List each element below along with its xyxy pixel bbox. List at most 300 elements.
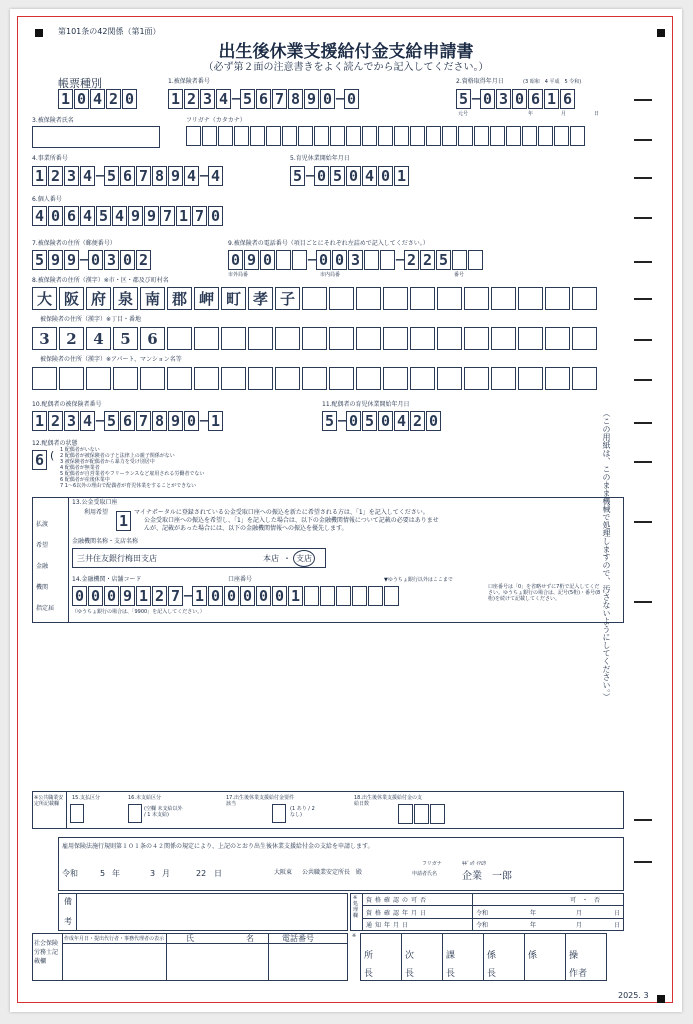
decl-year: 5: [100, 869, 106, 878]
char-cell[interactable]: 1: [58, 89, 73, 109]
proc-hline-1: [362, 905, 624, 906]
kana-label: フリガナ（カタカナ）: [186, 117, 246, 124]
char-cell[interactable]: [506, 126, 521, 146]
char-cell[interactable]: [364, 250, 379, 270]
char-cell[interactable]: 5: [104, 166, 119, 186]
char-cell[interactable]: [248, 367, 273, 390]
char-cell[interactable]: [554, 126, 569, 146]
char-cell[interactable]: 2: [420, 250, 435, 270]
char-cell[interactable]: [302, 367, 327, 390]
approval-cell[interactable]: [483, 933, 525, 981]
char-cell[interactable]: 9: [64, 250, 79, 270]
sharoushi-c2: 氏: [186, 934, 194, 943]
char-cell[interactable]: [572, 367, 597, 390]
char-cell[interactable]: 1: [192, 586, 207, 606]
char-cell[interactable]: 5: [96, 206, 111, 226]
char-cell[interactable]: [442, 126, 457, 146]
approval-cell[interactable]: [401, 933, 443, 981]
decl-month-unit: 月: [162, 869, 170, 878]
bank-code-input[interactable]: 0 0 0 9 1 2 7 − 1 0 0 0 0 0 1: [72, 586, 400, 606]
acq-date-input[interactable]: 5 − 0 3 0 6 1 6: [456, 89, 576, 109]
char-cell[interactable]: [314, 126, 329, 146]
char-cell[interactable]: [276, 250, 291, 270]
char-cell[interactable]: 1: [32, 411, 47, 431]
char-cell[interactable]: [491, 367, 516, 390]
decl-day: 22: [196, 869, 207, 878]
char-cell[interactable]: [304, 586, 319, 606]
char-cell[interactable]: [383, 367, 408, 390]
char-cell[interactable]: [570, 126, 585, 146]
char-cell[interactable]: 0: [208, 206, 223, 226]
char-cell[interactable]: 9: [120, 586, 135, 606]
char-cell[interactable]: [538, 126, 553, 146]
char-cell[interactable]: [518, 367, 543, 390]
char-cell[interactable]: [362, 126, 377, 146]
shr-hline: [62, 943, 348, 944]
decl-office: 大阪東: [274, 869, 293, 876]
bank-note-1: マイナポータルに登録されている公金受取口座への振込を新たに希望される方は、「1」を記入してください。: [134, 509, 429, 516]
spouse-status-label: 12.配偶者の状態: [32, 440, 78, 447]
char-cell[interactable]: [378, 126, 393, 146]
char-cell[interactable]: 0: [208, 586, 223, 606]
char-cell[interactable]: 7: [168, 586, 183, 606]
char-cell[interactable]: [410, 367, 435, 390]
char-cell[interactable]: [410, 327, 435, 350]
account-note: 口座番号は「0」を省略せずに7桁で記入してください。ゆうちょ銀行の場合は、記号(5桁)・番号(8桁)を続けて記載してください。: [488, 584, 601, 602]
char-cell[interactable]: [414, 804, 429, 824]
char-cell[interactable]: [518, 327, 543, 350]
char-cell[interactable]: 大: [32, 287, 57, 310]
spouse-no-input[interactable]: 1 2 3 4 − 5 6 7 8 9 0 − 1: [32, 411, 224, 431]
addr2-input[interactable]: [32, 327, 599, 350]
char-cell[interactable]: 7: [272, 89, 287, 109]
char-cell[interactable]: [383, 287, 408, 310]
char-cell[interactable]: [167, 327, 192, 350]
bank-side-label: 指定届: [36, 605, 55, 612]
char-cell[interactable]: 4: [80, 166, 95, 186]
char-cell[interactable]: 3: [496, 89, 511, 109]
leave-start-input[interactable]: 5 − 0 5 0 4 0 1: [290, 166, 410, 186]
char-cell[interactable]: [336, 586, 351, 606]
char-cell[interactable]: 町: [221, 287, 246, 310]
char-cell[interactable]: [410, 126, 425, 146]
char-cell[interactable]: 2: [404, 250, 419, 270]
timing-mark: [634, 422, 652, 424]
char-cell[interactable]: 7: [160, 206, 175, 226]
char-cell[interactable]: 3: [64, 411, 79, 431]
char-cell[interactable]: 0: [184, 411, 199, 431]
char-cell[interactable]: 0: [426, 411, 441, 431]
char-cell[interactable]: 3: [104, 250, 119, 270]
char-cell[interactable]: 5: [362, 411, 377, 431]
char-cell[interactable]: 6: [256, 89, 271, 109]
char-cell[interactable]: [458, 126, 473, 146]
spouse-no-label: 10.配偶者の被保険者番号: [32, 401, 102, 408]
char-cell[interactable]: 4: [216, 89, 231, 109]
char-cell[interactable]: 6: [64, 206, 79, 226]
char-cell[interactable]: 泉: [113, 287, 138, 310]
char-cell[interactable]: [86, 367, 111, 390]
bank-section-label: 13.公金受取口座: [72, 499, 118, 506]
applicant-kana-label: フリガナ: [422, 861, 442, 867]
char-cell[interactable]: [368, 586, 383, 606]
char-cell[interactable]: [545, 287, 570, 310]
sharoushi-c3: 名: [246, 934, 254, 943]
kana-input[interactable]: [186, 126, 586, 146]
char-cell[interactable]: 9: [128, 206, 143, 226]
phone-caption-c: 番号: [454, 272, 465, 278]
timing-mark: [634, 861, 652, 863]
char-cell[interactable]: [452, 250, 467, 270]
char-cell[interactable]: [194, 367, 219, 390]
char-cell[interactable]: [384, 586, 399, 606]
f18-input[interactable]: [398, 804, 446, 824]
char-cell[interactable]: [218, 126, 233, 146]
approval-cell[interactable]: [442, 933, 484, 981]
char-cell[interactable]: [474, 126, 489, 146]
bank-code-note: （ゆうちょ銀行の場合は、「9900」を記入してください。）: [72, 609, 205, 615]
char-cell[interactable]: 4: [112, 206, 127, 226]
char-cell[interactable]: [202, 126, 217, 146]
char-cell[interactable]: 8: [152, 411, 167, 431]
char-cell[interactable]: 9: [168, 411, 183, 431]
approval-cell-bottom: 長: [364, 969, 374, 979]
char-cell[interactable]: 5: [32, 250, 47, 270]
spouse-status-input[interactable]: 6: [32, 450, 47, 470]
char-cell[interactable]: [572, 287, 597, 310]
char-cell[interactable]: 4: [90, 89, 105, 109]
char-cell[interactable]: [266, 126, 281, 146]
char-cell[interactable]: [329, 367, 354, 390]
char-cell[interactable]: 2: [106, 89, 121, 109]
char-cell[interactable]: [330, 126, 345, 146]
char-cell[interactable]: 1: [544, 89, 559, 109]
remarks-label-b: 考: [64, 917, 72, 926]
personal-no-input[interactable]: [32, 206, 224, 226]
bank-name-input[interactable]: [72, 548, 326, 568]
corner-marker-br: [657, 995, 665, 1003]
caption-month: 月: [561, 111, 567, 117]
char-cell[interactable]: [437, 287, 462, 310]
char-cell[interactable]: [329, 287, 354, 310]
char-cell[interactable]: [545, 367, 570, 390]
char-cell[interactable]: [426, 126, 441, 146]
char-cell[interactable]: 0: [120, 250, 135, 270]
approval-cell[interactable]: [565, 933, 607, 981]
char-cell[interactable]: 9: [244, 250, 259, 270]
char-cell[interactable]: 岬: [194, 287, 219, 310]
char-cell[interactable]: 7: [136, 166, 151, 186]
form-type-boxes[interactable]: [58, 89, 138, 109]
char-cell[interactable]: 0: [272, 586, 287, 606]
addr1-input[interactable]: [32, 287, 599, 310]
char-cell[interactable]: [356, 367, 381, 390]
char-cell[interactable]: 0: [480, 89, 495, 109]
proc-divider-1: [362, 893, 363, 931]
char-cell[interactable]: 4: [80, 411, 95, 431]
char-cell[interactable]: 0: [240, 586, 255, 606]
era-hint: (3 昭和 4 平成 5 令和): [523, 79, 582, 85]
char-cell[interactable]: 0: [320, 89, 335, 109]
approval-cell-top: 係: [487, 951, 497, 961]
char-cell[interactable]: 4: [394, 411, 409, 431]
char-cell[interactable]: [356, 287, 381, 310]
decl-day-unit: 日: [214, 869, 222, 878]
approval-cell-bottom: 作者: [569, 969, 588, 979]
char-cell[interactable]: 4: [362, 166, 377, 186]
char-cell[interactable]: 2: [59, 327, 84, 350]
acq-date-label: 2.資格取得年月日: [456, 78, 504, 85]
approval-cell-top: 所: [364, 951, 374, 961]
char-cell[interactable]: 6: [120, 166, 135, 186]
char-cell[interactable]: 9: [48, 250, 63, 270]
char-cell[interactable]: 0: [88, 250, 103, 270]
char-cell[interactable]: 6: [560, 89, 575, 109]
char-cell[interactable]: 3: [32, 327, 57, 350]
char-cell[interactable]: [352, 586, 367, 606]
char-cell[interactable]: 1: [208, 411, 223, 431]
char-cell[interactable]: [356, 327, 381, 350]
timing-mark: [634, 99, 652, 101]
char-cell[interactable]: [248, 327, 273, 350]
char-cell[interactable]: [518, 287, 543, 310]
char-cell[interactable]: [275, 367, 300, 390]
approval-cell-top: 操: [569, 951, 579, 961]
remarks-box[interactable]: [58, 893, 348, 931]
proc-r1: 資格確認の可否: [366, 897, 430, 904]
char-cell[interactable]: 0: [378, 411, 393, 431]
char-cell[interactable]: 0: [344, 89, 359, 109]
char-cell[interactable]: [140, 367, 165, 390]
char-cell[interactable]: 1: [288, 586, 303, 606]
char-cell[interactable]: 9: [144, 206, 159, 226]
bank-side-label: 希望: [36, 542, 49, 549]
char-cell[interactable]: 3: [64, 166, 79, 186]
char-cell[interactable]: [491, 287, 516, 310]
char-cell[interactable]: [298, 126, 313, 146]
char-cell[interactable]: 1: [136, 586, 151, 606]
char-cell[interactable]: 6: [120, 411, 135, 431]
f15-input[interactable]: [70, 804, 84, 823]
char-cell[interactable]: 0: [332, 250, 347, 270]
timing-mark: [634, 601, 652, 603]
char-cell[interactable]: 8: [152, 166, 167, 186]
char-cell[interactable]: [410, 287, 435, 310]
declaration-text: 雇用保険法施行規則第１０１条の４２関係の規定により、上記のとおり出生後休業支援給付金の支給を申請します。: [62, 843, 374, 850]
char-cell[interactable]: [572, 327, 597, 350]
caption-era: 元号: [458, 111, 469, 117]
timing-mark: [634, 261, 652, 263]
char-cell[interactable]: 2: [184, 89, 199, 109]
char-cell[interactable]: 1: [32, 166, 47, 186]
char-cell[interactable]: [292, 250, 307, 270]
postal-label: 7.被保険者の住所（郵便番号）: [32, 240, 116, 247]
char-cell[interactable]: 府: [86, 287, 111, 310]
spouse-status-option: 4 配偶者が無業者: [60, 465, 100, 471]
char-cell[interactable]: [490, 126, 505, 146]
insured-no-label: 1.被保険者番号: [168, 78, 210, 85]
timing-mark: [634, 461, 652, 463]
char-cell[interactable]: [522, 126, 537, 146]
char-cell[interactable]: [194, 327, 219, 350]
insured-no-input[interactable]: 1 2 3 4 − 5 6 7 8 9 0 − 0: [168, 89, 360, 109]
char-cell[interactable]: [464, 287, 489, 310]
char-cell[interactable]: 5: [436, 250, 451, 270]
addr3-input[interactable]: [32, 367, 599, 390]
char-cell[interactable]: 4: [184, 166, 199, 186]
char-cell[interactable]: 7: [192, 206, 207, 226]
char-cell[interactable]: [282, 126, 297, 146]
bank-side-label: 払渡: [36, 521, 49, 528]
spouse-status-option: 3 被保険者が配偶者から暴力を受け別居中: [60, 459, 155, 465]
char-cell[interactable]: 1: [176, 206, 191, 226]
applicant-name[interactable]: 企業 一郎: [462, 871, 512, 882]
char-cell[interactable]: 4: [32, 206, 47, 226]
char-cell[interactable]: 0: [224, 586, 239, 606]
phone-label: 9.被保険者の電話番号（項目ごとにそれぞれ左詰めで記入してください。）: [228, 240, 429, 247]
char-cell[interactable]: [113, 367, 138, 390]
char-cell[interactable]: 5: [322, 411, 337, 431]
char-cell[interactable]: 0: [314, 166, 329, 186]
char-cell[interactable]: 6: [140, 327, 165, 350]
char-cell[interactable]: [329, 327, 354, 350]
proc-r2-d: 日: [614, 910, 621, 917]
approval-cell[interactable]: [524, 933, 566, 981]
char-cell[interactable]: 5: [113, 327, 138, 350]
char-cell[interactable]: 6: [528, 89, 543, 109]
char-cell[interactable]: 5: [330, 166, 345, 186]
char-cell[interactable]: [383, 327, 408, 350]
timing-mark: [634, 521, 652, 523]
addr3-label: 被保険者の住所（漢字）※アパート、マンション名等: [40, 356, 182, 363]
char-cell[interactable]: 5: [104, 411, 119, 431]
char-cell[interactable]: [380, 250, 395, 270]
caption-year: 年: [528, 111, 534, 117]
char-cell[interactable]: 5: [290, 166, 305, 186]
char-cell[interactable]: [32, 367, 57, 390]
char-cell[interactable]: 0: [74, 89, 89, 109]
approval-cell[interactable]: [360, 933, 402, 981]
char-cell[interactable]: 2: [152, 586, 167, 606]
side-note: （この用紙は、このまま機械で処理しますので、汚さないようにしてください。）: [602, 409, 611, 701]
char-cell[interactable]: 阪: [59, 287, 84, 310]
char-cell[interactable]: [234, 126, 249, 146]
char-cell[interactable]: 0: [378, 166, 393, 186]
char-cell[interactable]: [302, 327, 327, 350]
char-cell[interactable]: 0: [48, 206, 63, 226]
char-cell[interactable]: 1: [394, 166, 409, 186]
char-cell[interactable]: 子: [275, 287, 300, 310]
char-cell[interactable]: 0: [260, 250, 275, 270]
char-cell[interactable]: [464, 367, 489, 390]
char-cell[interactable]: 1: [168, 89, 183, 109]
char-cell[interactable]: 2: [410, 411, 425, 431]
char-cell[interactable]: [398, 804, 413, 824]
char-cell[interactable]: 2: [136, 250, 151, 270]
char-cell[interactable]: 3: [200, 89, 215, 109]
char-cell[interactable]: [221, 327, 246, 350]
char-cell[interactable]: [437, 327, 462, 350]
char-cell[interactable]: 4: [86, 327, 111, 350]
char-cell[interactable]: 4: [208, 166, 223, 186]
timing-mark: [634, 339, 652, 341]
char-cell[interactable]: [394, 126, 409, 146]
char-cell[interactable]: [468, 250, 483, 270]
char-cell[interactable]: [221, 367, 246, 390]
char-cell[interactable]: [167, 367, 192, 390]
bank-side-label: 金融: [36, 563, 49, 570]
spouse-status-option: 5 配偶者が自営業者やフリーランスなど雇用される労働者でない: [60, 471, 205, 477]
char-cell[interactable]: [346, 126, 361, 146]
char-cell[interactable]: [275, 327, 300, 350]
char-cell[interactable]: 0: [88, 586, 103, 606]
char-cell[interactable]: [320, 586, 335, 606]
char-cell[interactable]: 5: [240, 89, 255, 109]
bank-use-input[interactable]: 1: [116, 511, 131, 531]
char-cell[interactable]: 4: [80, 206, 95, 226]
spouse-leave-label: 11.配偶者の育児休業開始年月日: [322, 401, 410, 408]
spouse-leave-input[interactable]: 5 − 0 5 0 4 2 0: [322, 411, 442, 431]
char-cell[interactable]: 0: [122, 89, 137, 109]
char-cell[interactable]: 9: [168, 166, 183, 186]
char-cell[interactable]: 孝: [248, 287, 273, 310]
f17-input[interactable]: [272, 804, 286, 823]
char-cell[interactable]: [186, 126, 201, 146]
char-cell[interactable]: [437, 367, 462, 390]
char-cell[interactable]: 3: [348, 250, 363, 270]
bank-code-label: 14.金融機関・店舗コード: [72, 576, 142, 583]
char-cell[interactable]: 5: [456, 89, 471, 109]
approval-cell-top: 係: [528, 951, 538, 961]
char-cell[interactable]: 0: [72, 586, 87, 606]
char-cell[interactable]: 8: [288, 89, 303, 109]
f17-label: 17.出生後休業支援給付金要件該当: [226, 795, 294, 807]
office-use-section: [32, 791, 624, 829]
char-cell[interactable]: [430, 804, 445, 824]
proc-r2-era: 令和: [476, 910, 489, 917]
bank-side-label: 機関: [36, 584, 49, 591]
char-cell[interactable]: 0: [316, 250, 331, 270]
char-cell[interactable]: 0: [346, 411, 361, 431]
phone-input[interactable]: 0 9 0 − 0 0 3 − 2 2 5: [228, 250, 484, 270]
char-cell[interactable]: 2: [48, 166, 63, 186]
f18-label: 18.出生後休業支援給付金の支給日数: [354, 795, 422, 807]
f16-input[interactable]: [128, 804, 142, 823]
char-cell[interactable]: 0: [228, 250, 243, 270]
office-no-input[interactable]: 1 2 3 4 − 5 6 7 8 9 4 − 4: [32, 166, 224, 186]
char-cell[interactable]: [464, 327, 489, 350]
branch-main: 本店: [263, 554, 279, 563]
char-cell[interactable]: 2: [48, 411, 63, 431]
name-input[interactable]: [32, 126, 160, 148]
char-cell[interactable]: 南: [140, 287, 165, 310]
char-cell[interactable]: 9: [304, 89, 319, 109]
char-cell[interactable]: [250, 126, 265, 146]
char-cell[interactable]: 0: [346, 166, 361, 186]
char-cell[interactable]: 7: [136, 411, 151, 431]
char-cell[interactable]: [545, 327, 570, 350]
char-cell[interactable]: 0: [104, 586, 119, 606]
char-cell[interactable]: [302, 287, 327, 310]
char-cell[interactable]: [491, 327, 516, 350]
bank-note-2: 公金受取口座への振込を希望し、「1」を記入した場合は、以下の金融機関情報について記載の必要はありませ: [144, 517, 439, 524]
postal-input[interactable]: 5 9 9 − 0 3 0 2: [32, 250, 152, 270]
char-cell[interactable]: 0: [512, 89, 527, 109]
char-cell[interactable]: 0: [256, 586, 271, 606]
char-cell[interactable]: [59, 367, 84, 390]
char-cell[interactable]: 郡: [167, 287, 192, 310]
timing-mark: [634, 819, 652, 821]
